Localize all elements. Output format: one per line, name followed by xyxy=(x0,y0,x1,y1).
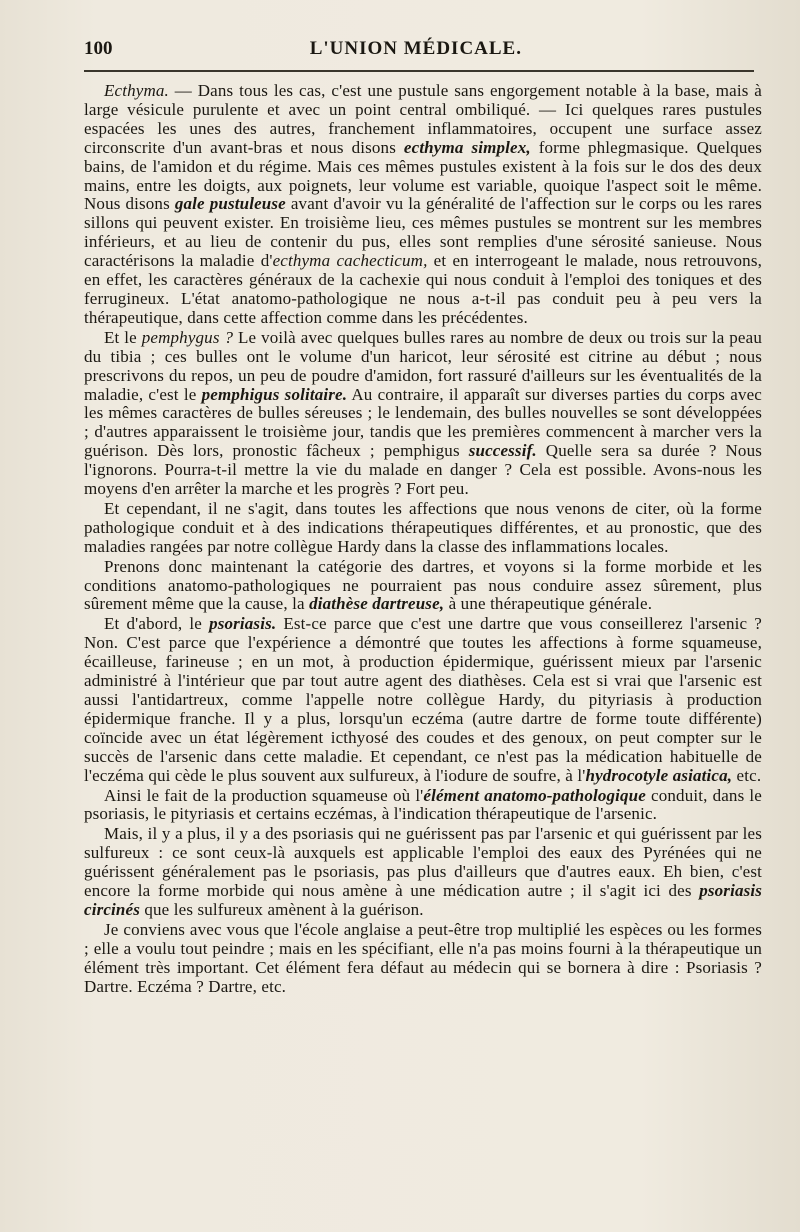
text-run: Ainsi le fait de la production squameuse où l' xyxy=(104,785,424,805)
text-run: conduit, dans le psoriasis, le pityriasis et certains eczémas, à l'indication thérapeutique de l'arsenic. xyxy=(84,785,762,824)
emphasis-text: ecthyma cachecticum, xyxy=(272,251,428,271)
paragraph xyxy=(84,82,762,328)
text-run: Le voilà avec quelques bulles rares au nombre de deux ou trois sur la peau du tibia ; ces bulles ont le volume d'un haricot, leur sérosité est citrine au début ; nous prescrivons du repos, un peu de poudre d'amidon, fort rassuré d'ailleurs sur les éventualités de la maladie, c'est le xyxy=(84,327,762,404)
running-title: L'UNION MÉDICALE. xyxy=(309,38,522,59)
paragraph xyxy=(84,825,762,920)
emphasis-text: gale pustuleuse xyxy=(174,194,286,214)
emphasis-text: diathèse dartreuse, xyxy=(309,594,445,614)
emphasis-text: élément anatomo-pathologique xyxy=(423,785,646,805)
page-header xyxy=(84,38,762,60)
text-run: Et cependant, il ne s'agit, dans toutes les affections que nous venons de citer, où la forme pathologique conduit et à des indications thérapeutiques différentes, et au pronostic, que des maladies rangées par notre collègue Hardy dans la classe des inflammations locales. xyxy=(84,498,762,556)
text-run: Est-ce parce que c'est une dartre que vous conseillerez l'arsenic ? Non. C'est parce que l'expérience a démontré que toutes les affections à forme squameuse, écailleuse, farineuse ; en un mot, à production épidermique, guérissent mieux par l'arsenic administré à l'intérieur que par tout autre agent des diathèses. Cela est si vrai que l'arsenic est aussi l'antidartreux, comme l'appelle notre collègue Hardy, du pityriasis à production épidermique franche. Il y a plus, lorsqu'un eczéma (autre dartre de forme toute différente) coïncide avec un état légèrement icthyosé des coudes et des genoux, on peut compter sur le succès de l'arsenic dans cette maladie. Et cependant, ce n'est pas la médication habituelle de l'eczéma qui cède le plus souvent aux sulfureux, à l'iodure de soufre, à l' xyxy=(84,614,762,785)
text-run: Et d'abord, le xyxy=(104,614,210,634)
text-run: que les sulfureux amènent à la guérison. xyxy=(139,899,424,919)
text-run: avant d'avoir vu la généralité de l'affection sur le corps ou les rares sillons qui peuvent exister. En troisième lieu, ces mêmes pustules se montrent sur les membres inférieurs, et au lieu de contenir du pus, elles sont remplies d'une sérosité sanieuse. Nous caractérisons la maladie d' xyxy=(84,194,762,271)
text-run: etc. xyxy=(732,765,762,785)
text-run: Mais, il y a plus, il y a des psoriasis qui ne guérissent pas par l'arsenic et qui guérissent par les sulfureux : ce sont ceux-là auxquels est applicable l'emploi des eaux des Pyrénées qui ne guérissent généralement pas le psoriasis, pas plus d'ailleurs que d'autres eaux. Eh bien, c'est encore la forme morbide qui nous amène à une médication autre ; il s'agit ici des xyxy=(84,824,762,901)
emphasis-text: psoriasis circinés xyxy=(84,881,762,919)
text-run: Je conviens avec vous que l'école anglaise a peut-être trop multiplié les espèces ou les formes ; elle a voulu tout peindre ; mais en les spécifiant, elle n'a pas moins fourni à la thérapeutique un élément très important. Cet élément fera défaut au médecin qui se bornera à dire : Psoriasis ? Dartre. Eczéma ? Dartre, etc. xyxy=(84,919,762,996)
text-run: Prenons donc maintenant la catégorie des dartres, et voyons si la forme morbide et les conditions anatomo-pathologiques ne pourraient pas nous conduire assez sûrement, plus sûrement même que la cause, la xyxy=(84,556,762,614)
emphasis-text: hydrocotyle asiatica, xyxy=(585,765,733,785)
paragraph xyxy=(84,615,762,785)
paragraph xyxy=(84,329,762,499)
paragraph xyxy=(84,787,762,825)
header-rule xyxy=(84,70,754,72)
text-run: à une thérapeutique générale. xyxy=(444,594,653,614)
text-run: — Dans tous les cas, c'est une pustule sans engorgement notable à la base, mais à large vésicule purulente et avec un point central ombiliqué. — Ici quelques rares pustules espacées les unes des autres, franchement inflammatoires, occupent une surface assez circonscrite d'un avant-bras et nous disons xyxy=(84,81,762,157)
emphasis-text: pemphigus solitaire. xyxy=(201,384,348,404)
paragraph xyxy=(84,558,762,615)
emphasis-text: ecthyma simplex, xyxy=(403,137,531,157)
emphasis-text: Ecthyma. xyxy=(104,81,169,100)
emphasis-text: psoriasis. xyxy=(209,614,277,634)
paragraph xyxy=(84,500,762,557)
article-body xyxy=(84,82,762,997)
text-run: Quelle sera sa durée ? Nous l'ignorons. Pourra-t-il mettre la vie du malade en danger ? Cela est possible. Avons-nous les moyens d'en arrêter la marche et les progrès ? Fort peu. xyxy=(84,441,762,499)
text-run: forme phlegmasique. Quelques bains, de l'amidon et du régime. Mais ces mêmes pustules existent à la fois sur le dos des deux mains, entre les doigts, aux poignets, leur volume est variable, quoique l'aspect soit le même. Nous disons xyxy=(84,137,762,214)
emphasis-text: successif. xyxy=(468,441,537,461)
page-number: 100 xyxy=(84,38,113,59)
text-run: Au contraire, il apparaît sur diverses parties du corps avec les mêmes caractères de bulles séreuses ; le lendemain, des bulles nouvelles se sont développées ; d'autres apparaissent le troisième jour, tandis que les premières commencent à marcher vers la guérison. Dès lors, pronostic fâcheux ; pemphigus xyxy=(84,384,762,461)
text-run: Et le xyxy=(104,327,142,347)
text-run: et en interrogeant le malade, nous retrouvons, en effet, les caractères généraux de la cachexie qui nous conduit à l'emploi des toniques et des ferrugineux. L'état anatomo-pathologique ne nous a-t-il pas conduit peu à peu vers la thérapeutique, dans cette affection comme dans les précédentes. xyxy=(84,251,762,327)
emphasis-text: pemphygus ? xyxy=(141,327,234,347)
paragraph xyxy=(84,921,762,997)
